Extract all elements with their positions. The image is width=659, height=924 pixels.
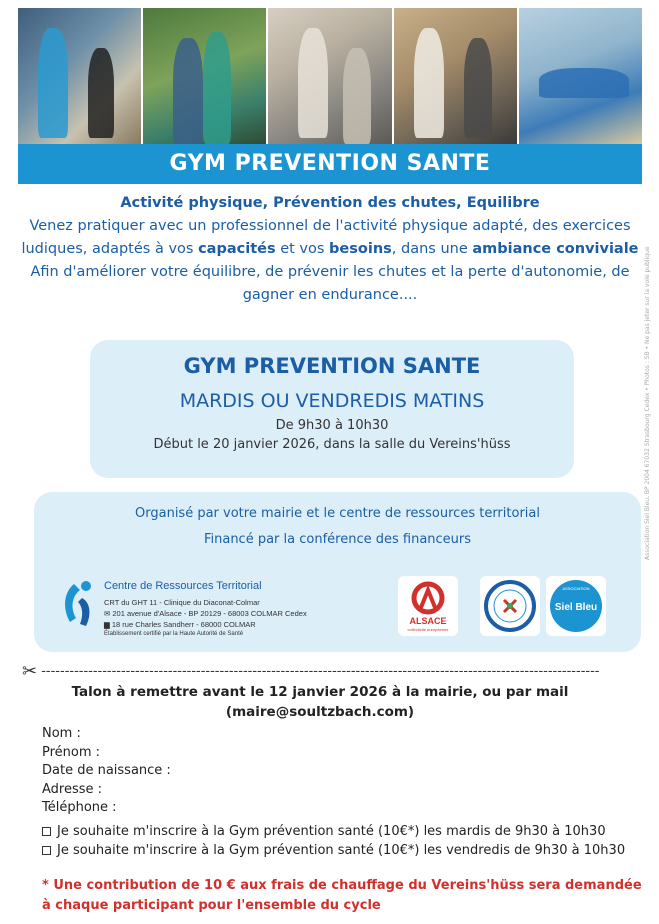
- crt-line-2: ✉ 201 avenue d'Alsace - BP 20129 - 68003 COLMAR Cedex: [104, 609, 307, 618]
- intro-heading: Activité physique, Prévention des chutes, Equilibre: [120, 195, 540, 211]
- banner-title: GYM PREVENTION SANTE: [18, 144, 642, 184]
- alsace-logo: [398, 576, 458, 636]
- cut-line: [22, 661, 602, 679]
- funder-line: Financé par la conférence des financeurs: [203, 532, 472, 547]
- photo-walkers: [143, 8, 266, 144]
- schedule-days: MARDIS OU VENDREDIS MATINS: [179, 390, 485, 412]
- photo-stretch-2: [394, 8, 517, 144]
- field-adresse[interactable]: Adresse :: [42, 781, 103, 797]
- schedule-box: [90, 340, 574, 478]
- option-vendredi-label: Je souhaite m'inscrire à la Gym prévention santé (10€*) les vendredis de 9h30 à 10h30: [57, 843, 626, 858]
- side-credits: Association Siel Bleu, BP 2004 67032 Strasbourg Cedex • Photos : SB • Ne pas jeter sur la voie publique: [644, 246, 651, 560]
- checkbox-mardi[interactable]: [42, 827, 51, 836]
- organizer-line: Organisé par votre mairie et le centre de ressources territorial: [135, 506, 540, 521]
- dashed-line: -----------------------------------------------------------------------------------------------------------------------: [41, 664, 600, 679]
- conference-financeurs-logo: [480, 576, 540, 636]
- siel-bleu-top-text: ASSOCIATION: [562, 586, 590, 591]
- schedule-start: Début le 20 janvier 2026, dans la salle du Vereins'hüss: [153, 437, 511, 452]
- option-mardi-label: Je souhaite m'inscrire à la Gym prévention santé (10€*) les mardis de 9h30 à 10h30: [57, 824, 606, 839]
- photo-floor-exercise: [519, 8, 642, 144]
- schedule-time: De 9h30 à 10h30: [275, 418, 389, 433]
- alsace-logo-subtext: collectivité européenne: [407, 627, 449, 632]
- intro-p1-part-c: , dans une: [391, 241, 473, 257]
- photo-strip: [18, 8, 642, 144]
- schedule-title: GYM PREVENTION SANTE: [183, 354, 481, 378]
- crt-line-1: CRT du GHT 11 - Clinique du Diaconat-Colmar: [104, 598, 260, 607]
- crt-line-4: Établissement certifié par la Haute Autorité de Santé: [104, 631, 244, 637]
- intro-paragraph-1: [18, 215, 642, 261]
- photo-stretch-1: [268, 8, 391, 144]
- form-fields: [42, 725, 171, 818]
- checkbox-vendredi[interactable]: [42, 846, 51, 855]
- option-mardi[interactable]: [42, 822, 625, 841]
- field-date-naissance[interactable]: Date de naissance :: [42, 763, 171, 778]
- contribution-note: * Une contribution de 10 € aux frais de chauffage du Vereins'hüss sera demandée à chaque participant pour l'ensemble du cycle: [42, 878, 642, 913]
- field-telephone[interactable]: Téléphone :: [42, 800, 117, 815]
- field-prenom[interactable]: Prénom :: [42, 744, 101, 760]
- talon-text: [40, 682, 600, 722]
- crt-logo-icon: [60, 578, 100, 630]
- scissors-icon: ✂: [22, 661, 38, 679]
- intro-p1-part-a: Venez pratiquer avec un professionnel de l'activité physique adapté, des exercices ludiques, adaptés à vos: [21, 218, 631, 257]
- talon-line-1: Talon à remettre avant le 12 janvier 2026 à la mairie, ou par mail: [71, 684, 569, 700]
- intro-p1-part-b: et vos: [275, 241, 330, 257]
- photo-gym-class: [18, 8, 141, 144]
- field-nom[interactable]: Nom :: [42, 726, 81, 741]
- intro-ambiance: ambiance conviviale: [472, 241, 639, 257]
- talon-email: (maire@soultzbach.com): [225, 704, 415, 720]
- alsace-logo-text: ALSACE: [409, 616, 447, 626]
- intro-text: [18, 192, 642, 307]
- crt-line-3: ▆ 18 rue Charles Sandherr - 68000 COLMAR: [104, 620, 256, 629]
- options: [42, 822, 625, 860]
- organizer-box: [34, 492, 641, 652]
- crt-title: Centre de Ressources Territorial: [104, 580, 262, 592]
- intro-besoins: besoins: [329, 241, 392, 257]
- siel-bleu-text: Siel Bleu: [554, 602, 598, 613]
- intro-capacites: capacités: [198, 241, 276, 257]
- siel-bleu-logo: [546, 576, 606, 636]
- crt-block: [60, 578, 380, 648]
- intro-paragraph-2: Afin d'améliorer votre équilibre, de prévenir les chutes et la perte d'autonomie, de gagner en endurance....: [30, 264, 630, 303]
- option-vendredi[interactable]: [42, 841, 625, 860]
